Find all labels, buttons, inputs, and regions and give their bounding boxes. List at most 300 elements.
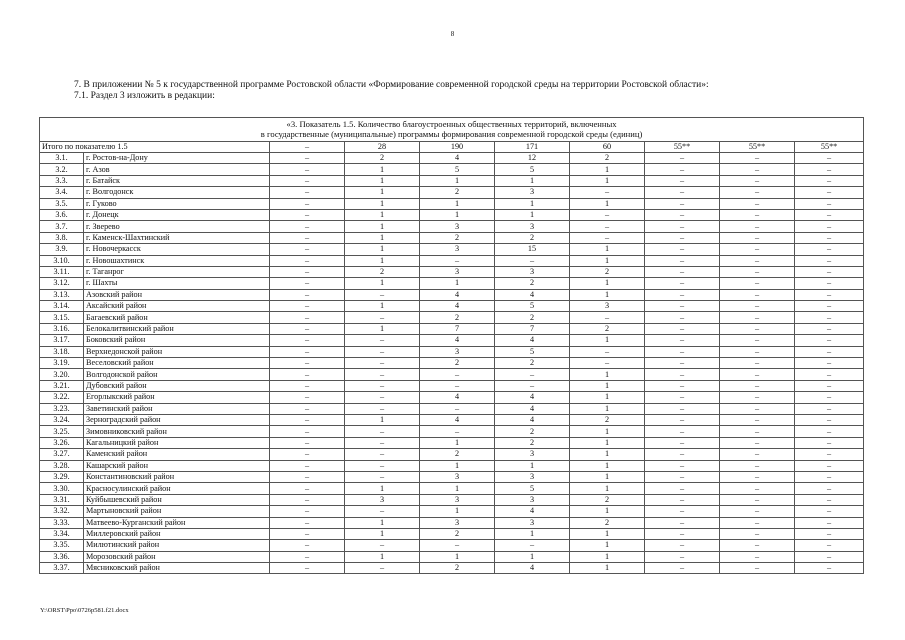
row-value: 1 bbox=[345, 232, 420, 243]
row-value: 1 bbox=[570, 528, 645, 539]
row-value: – bbox=[645, 483, 720, 494]
row-value: – bbox=[345, 346, 420, 357]
row-value: – bbox=[720, 312, 795, 323]
row-value: – bbox=[720, 164, 795, 175]
table-row bbox=[40, 221, 864, 232]
row-value: – bbox=[420, 540, 495, 551]
row-name: Каменский район bbox=[84, 449, 270, 460]
row-name: Веселовский район bbox=[84, 358, 270, 369]
table-row bbox=[40, 403, 864, 414]
table-row bbox=[40, 392, 864, 403]
row-value: 4 bbox=[420, 335, 495, 346]
row-value: – bbox=[270, 563, 345, 574]
row-value: – bbox=[570, 187, 645, 198]
row-value: – bbox=[645, 414, 720, 425]
row-value: 1 bbox=[495, 551, 570, 562]
row-value: – bbox=[345, 540, 420, 551]
table-row bbox=[40, 301, 864, 312]
row-value: 2 bbox=[420, 449, 495, 460]
row-value: – bbox=[645, 358, 720, 369]
row-value: 1 bbox=[495, 460, 570, 471]
row-value: 1 bbox=[420, 483, 495, 494]
row-value: 4 bbox=[495, 392, 570, 403]
row-value: 2 bbox=[345, 153, 420, 164]
row-index: 3.13. bbox=[40, 289, 84, 300]
row-value: – bbox=[795, 209, 864, 220]
row-index: 3.16. bbox=[40, 323, 84, 334]
row-index: 3.29. bbox=[40, 471, 84, 482]
row-value: – bbox=[645, 471, 720, 482]
row-value: 12 bbox=[495, 153, 570, 164]
row-index: 3.4. bbox=[40, 187, 84, 198]
row-value: – bbox=[720, 403, 795, 414]
row-value: – bbox=[645, 164, 720, 175]
row-value: – bbox=[270, 506, 345, 517]
row-value: 3 bbox=[420, 221, 495, 232]
row-value: 5 bbox=[495, 301, 570, 312]
row-value: – bbox=[720, 232, 795, 243]
row-value: – bbox=[720, 244, 795, 255]
row-value: – bbox=[795, 483, 864, 494]
row-name: Багаевский район bbox=[84, 312, 270, 323]
row-value: – bbox=[570, 358, 645, 369]
row-value: – bbox=[270, 164, 345, 175]
row-name: Матвеево-Курганский район bbox=[84, 517, 270, 528]
row-value: – bbox=[795, 232, 864, 243]
row-value: 1 bbox=[570, 471, 645, 482]
row-value: – bbox=[795, 289, 864, 300]
row-value: 1 bbox=[420, 209, 495, 220]
intro-line-1: 7. В приложении № 5 к государственной программе Ростовской области «Формирование современной городской среды на территории Ростовской области»: bbox=[74, 80, 709, 90]
row-value: 1 bbox=[345, 187, 420, 198]
row-value: – bbox=[720, 528, 795, 539]
row-value: 2 bbox=[570, 494, 645, 505]
total-value: – bbox=[270, 142, 345, 153]
row-value: 1 bbox=[420, 506, 495, 517]
row-value: 1 bbox=[570, 449, 645, 460]
intro-text bbox=[74, 80, 709, 102]
total-value: 55** bbox=[645, 142, 720, 153]
row-value: – bbox=[345, 426, 420, 437]
row-value: 1 bbox=[345, 528, 420, 539]
row-value: 2 bbox=[570, 323, 645, 334]
row-value: – bbox=[270, 403, 345, 414]
row-value: – bbox=[420, 403, 495, 414]
row-value: – bbox=[720, 289, 795, 300]
row-value: – bbox=[795, 323, 864, 334]
row-value: – bbox=[795, 437, 864, 448]
row-value: 1 bbox=[570, 426, 645, 437]
row-value: 4 bbox=[420, 301, 495, 312]
row-value: 2 bbox=[420, 187, 495, 198]
row-value: – bbox=[420, 255, 495, 266]
row-value: – bbox=[795, 346, 864, 357]
row-value: – bbox=[495, 255, 570, 266]
row-name: Заветинский район bbox=[84, 403, 270, 414]
row-value: 1 bbox=[345, 278, 420, 289]
row-value: – bbox=[645, 449, 720, 460]
row-value: 4 bbox=[495, 563, 570, 574]
row-value: – bbox=[795, 392, 864, 403]
row-value: – bbox=[720, 437, 795, 448]
row-value: 2 bbox=[345, 266, 420, 277]
row-name: Константиновский район bbox=[84, 471, 270, 482]
row-value: 1 bbox=[420, 175, 495, 186]
row-value: – bbox=[270, 255, 345, 266]
row-value: – bbox=[645, 392, 720, 403]
row-value: 1 bbox=[420, 551, 495, 562]
row-value: – bbox=[270, 198, 345, 209]
table-row bbox=[40, 209, 864, 220]
row-value: 2 bbox=[420, 358, 495, 369]
row-value: – bbox=[795, 506, 864, 517]
row-name: г. Ростов-на-Дону bbox=[84, 153, 270, 164]
row-index: 3.34. bbox=[40, 528, 84, 539]
row-value: – bbox=[795, 187, 864, 198]
row-value: – bbox=[270, 301, 345, 312]
row-value: – bbox=[645, 255, 720, 266]
row-index: 3.36. bbox=[40, 551, 84, 562]
table-row bbox=[40, 323, 864, 334]
total-value: 190 bbox=[420, 142, 495, 153]
row-value: – bbox=[720, 506, 795, 517]
table-row bbox=[40, 278, 864, 289]
row-name: г. Шахты bbox=[84, 278, 270, 289]
row-value: – bbox=[270, 209, 345, 220]
row-name: г. Донецк bbox=[84, 209, 270, 220]
row-value: – bbox=[720, 221, 795, 232]
row-value: – bbox=[270, 369, 345, 380]
row-value: – bbox=[795, 517, 864, 528]
row-value: 3 bbox=[495, 449, 570, 460]
row-value: 3 bbox=[345, 494, 420, 505]
row-value: 3 bbox=[495, 494, 570, 505]
row-value: – bbox=[270, 540, 345, 551]
row-value: – bbox=[795, 403, 864, 414]
row-name: г. Гуково bbox=[84, 198, 270, 209]
row-value: – bbox=[720, 358, 795, 369]
row-name: Аксайский район bbox=[84, 301, 270, 312]
row-index: 3.18. bbox=[40, 346, 84, 357]
row-value: – bbox=[270, 312, 345, 323]
row-value: 3 bbox=[420, 471, 495, 482]
table-row bbox=[40, 471, 864, 482]
row-value: – bbox=[645, 426, 720, 437]
row-value: – bbox=[795, 255, 864, 266]
row-value: – bbox=[795, 278, 864, 289]
row-index: 3.17. bbox=[40, 335, 84, 346]
row-index: 3.15. bbox=[40, 312, 84, 323]
row-value: 1 bbox=[345, 175, 420, 186]
row-value: – bbox=[795, 369, 864, 380]
table-row bbox=[40, 551, 864, 562]
row-value: 1 bbox=[345, 255, 420, 266]
row-value: – bbox=[420, 380, 495, 391]
row-value: – bbox=[720, 209, 795, 220]
row-value: 1 bbox=[570, 551, 645, 562]
row-index: 3.5. bbox=[40, 198, 84, 209]
row-value: – bbox=[720, 187, 795, 198]
table-row bbox=[40, 414, 864, 425]
row-value: 3 bbox=[420, 244, 495, 255]
row-name: Кагальницкий район bbox=[84, 437, 270, 448]
row-value: – bbox=[345, 506, 420, 517]
row-index: 3.11. bbox=[40, 266, 84, 277]
row-name: г. Азов bbox=[84, 164, 270, 175]
table-row bbox=[40, 244, 864, 255]
row-value: – bbox=[645, 517, 720, 528]
row-value: 5 bbox=[495, 483, 570, 494]
row-value: – bbox=[720, 563, 795, 574]
row-value: 15 bbox=[495, 244, 570, 255]
row-index: 3.21. bbox=[40, 380, 84, 391]
row-index: 3.35. bbox=[40, 540, 84, 551]
row-value: 1 bbox=[570, 380, 645, 391]
row-index: 3.28. bbox=[40, 460, 84, 471]
row-value: – bbox=[645, 335, 720, 346]
row-value: – bbox=[345, 369, 420, 380]
row-value: – bbox=[645, 221, 720, 232]
row-value: – bbox=[720, 540, 795, 551]
row-value: – bbox=[645, 528, 720, 539]
table-row bbox=[40, 335, 864, 346]
row-index: 3.1. bbox=[40, 153, 84, 164]
table-row bbox=[40, 460, 864, 471]
row-name: Кашарский район bbox=[84, 460, 270, 471]
row-index: 3.26. bbox=[40, 437, 84, 448]
row-value: 2 bbox=[420, 312, 495, 323]
row-value: – bbox=[720, 301, 795, 312]
row-value: – bbox=[720, 460, 795, 471]
row-value: – bbox=[645, 380, 720, 391]
row-value: – bbox=[345, 380, 420, 391]
row-value: – bbox=[720, 198, 795, 209]
indicator-table bbox=[39, 117, 864, 574]
row-value: – bbox=[795, 301, 864, 312]
row-value: 2 bbox=[420, 232, 495, 243]
row-value: – bbox=[270, 335, 345, 346]
row-value: 1 bbox=[420, 278, 495, 289]
row-value: 1 bbox=[420, 437, 495, 448]
row-value: – bbox=[720, 346, 795, 357]
table-caption bbox=[40, 118, 864, 142]
row-value: 2 bbox=[420, 563, 495, 574]
table-caption-line-1: «3. Показатель 1.5. Количество благоустроенных общественных территорий, включенных bbox=[286, 119, 617, 129]
row-value: 3 bbox=[570, 301, 645, 312]
row-name: Азовский район bbox=[84, 289, 270, 300]
row-value: – bbox=[795, 175, 864, 186]
row-value: 1 bbox=[570, 164, 645, 175]
row-index: 3.22. bbox=[40, 392, 84, 403]
row-value: 1 bbox=[345, 209, 420, 220]
row-value: – bbox=[270, 323, 345, 334]
row-value: – bbox=[795, 244, 864, 255]
file-path-footer: Y:\ORST\Ppo\0726p581.f21.docx bbox=[40, 607, 129, 614]
row-value: – bbox=[270, 460, 345, 471]
row-value: – bbox=[645, 198, 720, 209]
row-value: – bbox=[270, 483, 345, 494]
row-value: – bbox=[645, 244, 720, 255]
row-value: – bbox=[345, 403, 420, 414]
row-name: г. Новочеркасск bbox=[84, 244, 270, 255]
row-value: – bbox=[645, 301, 720, 312]
row-value: – bbox=[795, 358, 864, 369]
row-value: – bbox=[795, 335, 864, 346]
row-value: – bbox=[570, 221, 645, 232]
row-value: – bbox=[495, 380, 570, 391]
row-name: Белокалитвинский район bbox=[84, 323, 270, 334]
table-row bbox=[40, 164, 864, 175]
row-value: 2 bbox=[495, 358, 570, 369]
row-value: – bbox=[645, 175, 720, 186]
row-value: – bbox=[795, 380, 864, 391]
row-name: Куйбышевский район bbox=[84, 494, 270, 505]
row-value: – bbox=[270, 551, 345, 562]
row-value: 4 bbox=[420, 289, 495, 300]
row-value: – bbox=[345, 437, 420, 448]
row-value: 1 bbox=[345, 198, 420, 209]
row-value: 2 bbox=[495, 278, 570, 289]
table-row bbox=[40, 517, 864, 528]
row-index: 3.31. bbox=[40, 494, 84, 505]
row-value: 5 bbox=[495, 164, 570, 175]
row-value: – bbox=[345, 449, 420, 460]
row-value: 1 bbox=[570, 563, 645, 574]
row-value: 1 bbox=[345, 301, 420, 312]
table-row bbox=[40, 369, 864, 380]
row-value: – bbox=[270, 528, 345, 539]
row-value: – bbox=[795, 460, 864, 471]
row-value: 1 bbox=[570, 369, 645, 380]
row-value: 1 bbox=[345, 244, 420, 255]
row-value: 1 bbox=[345, 323, 420, 334]
row-value: 1 bbox=[495, 175, 570, 186]
row-value: – bbox=[720, 551, 795, 562]
table-row bbox=[40, 506, 864, 517]
row-value: – bbox=[645, 494, 720, 505]
row-name: Милютинский район bbox=[84, 540, 270, 551]
total-value: 171 bbox=[495, 142, 570, 153]
row-value: 1 bbox=[345, 483, 420, 494]
row-name: Зерноградский район bbox=[84, 414, 270, 425]
row-value: – bbox=[270, 266, 345, 277]
row-name: Красносулинский район bbox=[84, 483, 270, 494]
table-row bbox=[40, 563, 864, 574]
row-value: – bbox=[270, 232, 345, 243]
row-value: 4 bbox=[495, 506, 570, 517]
row-value: 2 bbox=[495, 426, 570, 437]
row-value: 3 bbox=[420, 346, 495, 357]
table-caption-line-2: в государственные (муниципальные) программы формирования современной городской среды (единиц) bbox=[260, 128, 643, 139]
row-value: 1 bbox=[345, 164, 420, 175]
table-row bbox=[40, 346, 864, 357]
row-index: 3.3. bbox=[40, 175, 84, 186]
row-value: – bbox=[720, 335, 795, 346]
row-value: – bbox=[795, 414, 864, 425]
row-value: – bbox=[345, 563, 420, 574]
row-value: – bbox=[795, 153, 864, 164]
row-value: – bbox=[570, 209, 645, 220]
row-value: 4 bbox=[495, 403, 570, 414]
row-value: 2 bbox=[495, 232, 570, 243]
row-name: Волгодонской район bbox=[84, 369, 270, 380]
row-value: – bbox=[270, 426, 345, 437]
row-name: Мясниковский район bbox=[84, 563, 270, 574]
row-value: – bbox=[645, 278, 720, 289]
page-number: 8 bbox=[450, 30, 455, 38]
table-row bbox=[40, 198, 864, 209]
row-value: 1 bbox=[570, 392, 645, 403]
row-value: 2 bbox=[570, 153, 645, 164]
row-index: 3.14. bbox=[40, 301, 84, 312]
row-value: – bbox=[795, 266, 864, 277]
row-name: г. Новошахтинск bbox=[84, 255, 270, 266]
row-index: 3.27. bbox=[40, 449, 84, 460]
row-value: – bbox=[720, 369, 795, 380]
row-value: 1 bbox=[570, 403, 645, 414]
row-value: – bbox=[645, 346, 720, 357]
row-value: – bbox=[720, 266, 795, 277]
row-index: 3.7. bbox=[40, 221, 84, 232]
row-value: 7 bbox=[495, 323, 570, 334]
row-name: Верхнедонской район bbox=[84, 346, 270, 357]
row-value: – bbox=[570, 346, 645, 357]
row-value: – bbox=[645, 153, 720, 164]
row-index: 3.25. bbox=[40, 426, 84, 437]
row-name: Морозовский район bbox=[84, 551, 270, 562]
row-value: – bbox=[645, 266, 720, 277]
row-value: – bbox=[645, 289, 720, 300]
table-row bbox=[40, 232, 864, 243]
row-value: 3 bbox=[495, 187, 570, 198]
row-value: 3 bbox=[495, 221, 570, 232]
row-value: – bbox=[720, 278, 795, 289]
row-value: 1 bbox=[420, 198, 495, 209]
row-value: – bbox=[720, 380, 795, 391]
row-value: 2 bbox=[495, 312, 570, 323]
row-index: 3.19. bbox=[40, 358, 84, 369]
row-value: 2 bbox=[495, 437, 570, 448]
table-row bbox=[40, 266, 864, 277]
row-value: 3 bbox=[420, 517, 495, 528]
row-value: – bbox=[720, 392, 795, 403]
row-index: 3.30. bbox=[40, 483, 84, 494]
row-value: – bbox=[270, 494, 345, 505]
row-value: 3 bbox=[495, 266, 570, 277]
row-value: – bbox=[420, 426, 495, 437]
row-index: 3.20. bbox=[40, 369, 84, 380]
table-row bbox=[40, 494, 864, 505]
table-row bbox=[40, 426, 864, 437]
row-value: – bbox=[720, 426, 795, 437]
row-value: – bbox=[270, 392, 345, 403]
row-value: – bbox=[645, 563, 720, 574]
row-value: – bbox=[795, 426, 864, 437]
row-value: – bbox=[270, 289, 345, 300]
table-row bbox=[40, 528, 864, 539]
row-value: 2 bbox=[420, 528, 495, 539]
row-value: – bbox=[270, 153, 345, 164]
row-value: – bbox=[795, 312, 864, 323]
row-index: 3.33. bbox=[40, 517, 84, 528]
row-value: – bbox=[645, 540, 720, 551]
row-value: – bbox=[645, 369, 720, 380]
table-row bbox=[40, 483, 864, 494]
row-value: – bbox=[795, 221, 864, 232]
row-value: 5 bbox=[420, 164, 495, 175]
row-value: – bbox=[270, 414, 345, 425]
row-value: – bbox=[720, 153, 795, 164]
